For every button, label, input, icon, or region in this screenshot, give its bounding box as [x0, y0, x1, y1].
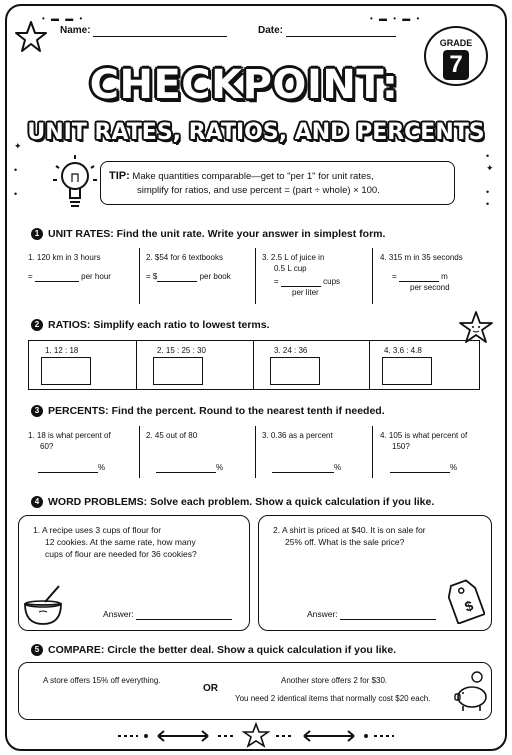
grade-label: GRADE [439, 38, 473, 48]
page-subtitle: UNIT RATES, RATIOS, AND PERCENTS [27, 120, 485, 145]
word-problem-1-answer-label: Answer: [103, 609, 134, 619]
percent-q1-unit: % [98, 463, 106, 472]
percent-q2 [146, 430, 254, 473]
divider [372, 248, 373, 304]
word-problem-2-answer-line[interactable] [340, 610, 436, 620]
unit-rate-q1-suffix: per hour [81, 272, 111, 281]
page-title: CHECKPOINT: [89, 62, 399, 108]
section-1-header [48, 228, 385, 240]
percent-q2-text: 2. 45 out of 80 [146, 431, 198, 440]
ratio-q1-text: 1. 12 : 18 [45, 346, 79, 355]
grade-badge [424, 26, 488, 86]
decor-right: • ✦ • • [486, 151, 494, 209]
percent-q2-unit: % [216, 463, 224, 472]
price-tag-icon [445, 574, 485, 624]
word-problem-2-num: 2. [273, 525, 281, 535]
section-2-title: RATIOS: [48, 319, 91, 331]
ratio-q3-answer-box[interactable] [270, 357, 320, 385]
percent-q4-text-2: 150? [392, 442, 410, 451]
word-problem-1-line-3: cups of flour are needed for 36 cookies? [45, 549, 197, 559]
ratio-q4-answer-box[interactable] [382, 357, 432, 385]
tip-label: TIP: [109, 170, 130, 182]
unit-rate-q4 [380, 252, 495, 293]
section-4-instruction: Solve each problem. Show a quick calculation if you like. [150, 496, 435, 508]
decor-dots-top-left: • ▬ ▬ • [42, 14, 85, 23]
lightbulb-icon [50, 152, 100, 214]
unit-rate-q2 [146, 252, 256, 282]
divider [139, 248, 140, 304]
date-label: Date: [258, 25, 284, 36]
unit-rate-q4-suffix: m [441, 272, 448, 281]
section-5-number: 5 [31, 644, 43, 656]
unit-rate-q3-suffix: cups [323, 277, 341, 286]
percent-q3-text: 3. 0.36 as a percent [262, 431, 333, 440]
percent-q4-text-1: 4. 105 is what percent of [380, 431, 468, 440]
section-2-number: 2 [31, 319, 43, 331]
unit-rate-q4-text: 4. 315 m in 35 seconds [380, 253, 463, 262]
section-2-instruction: Simplify each ratio to lowest terms. [93, 319, 270, 331]
compare-right-deal-2[interactable]: You need 2 identical items that normally cost $20 each. [235, 694, 431, 703]
name-line[interactable] [93, 27, 227, 37]
unit-rate-q4-prefix: = [392, 272, 397, 281]
ratio-q3-text: 3. 24 : 36 [274, 346, 308, 355]
name-field[interactable] [60, 25, 227, 37]
unit-rate-q2-text: 2. $54 for 6 textbooks [146, 253, 223, 262]
section-3-header [48, 405, 385, 417]
section-1-title: UNIT RATES: [48, 228, 114, 240]
divider [255, 248, 256, 304]
compare-left-deal[interactable]: A store offers 15% off everything. [43, 676, 161, 685]
ratio-q4-text: 4. 3.6 : 4.8 [384, 346, 422, 355]
word-problem-1 [18, 515, 250, 631]
unit-rate-q1-prefix: = [28, 272, 33, 281]
piggy-bank-icon [453, 669, 491, 713]
percent-q4-answer[interactable] [390, 464, 450, 473]
unit-rate-q4-suffix2: per second [410, 283, 450, 292]
ratio-q2-answer-box[interactable] [153, 357, 203, 385]
percent-q4 [380, 430, 495, 473]
section-5-title: COMPARE: [48, 644, 105, 656]
percent-q2-answer[interactable] [156, 464, 216, 473]
unit-rate-q3 [262, 252, 372, 298]
word-problem-2-line-1: A shirt is priced at $40. It is on sale for [282, 525, 426, 535]
decor-left: ✦ • • [14, 141, 22, 199]
ratio-cell-4 [369, 340, 480, 390]
date-field[interactable] [258, 25, 396, 37]
tip-box [100, 161, 455, 205]
star-icon [14, 20, 48, 54]
unit-rate-q4-answer[interactable] [399, 273, 439, 282]
unit-rate-q3-answer[interactable] [281, 278, 321, 287]
divider [139, 426, 140, 478]
divider [372, 426, 373, 478]
ratio-cell-1 [28, 340, 136, 390]
decor-dots-top-right: • ▬ • ▬ • [370, 14, 422, 23]
section-3-number: 3 [31, 405, 43, 417]
section-3-instruction: Find the percent. Round to the nearest tenth if needed. [111, 405, 385, 417]
percent-q3-answer[interactable] [272, 464, 334, 473]
unit-rate-q2-answer[interactable] [157, 273, 197, 282]
section-4-header [48, 496, 434, 508]
name-label: Name: [60, 25, 91, 36]
section-4-number: 4 [31, 496, 43, 508]
section-5-instruction: Circle the better deal. Show a quick calculation if you like. [107, 644, 397, 656]
unit-rate-q2-prefix: = $ [146, 272, 158, 281]
tip-text-2: simplify for ratios, and use percent = (part ÷ whole) × 100. [137, 185, 380, 196]
grade-number: 7 [443, 50, 469, 80]
section-4-title: WORD PROBLEMS: [48, 496, 148, 508]
unit-rate-q1 [28, 252, 138, 282]
percent-q1-text-1: 1. 18 is what percent of [28, 431, 111, 440]
date-line[interactable] [286, 27, 396, 37]
price-tag-symbol: $ [462, 597, 476, 615]
unit-rate-q3-suffix2: per liter [292, 288, 319, 297]
compare-right-deal-1[interactable]: Another store offers 2 for $30. [281, 676, 388, 685]
unit-rate-q1-text: 1. 120 km in 3 hours [28, 253, 101, 262]
divider [255, 426, 256, 478]
ratio-q2-text: 2. 15 : 25 : 30 [157, 346, 206, 355]
word-problem-1-answer-line[interactable] [136, 610, 232, 620]
percent-q3-unit: % [334, 463, 342, 472]
percent-q4-unit: % [450, 463, 458, 472]
compare-or: OR [203, 683, 218, 694]
word-problem-2-answer-label: Answer: [307, 609, 338, 619]
percent-q1-text-2: 60? [40, 442, 54, 451]
section-3-title: PERCENTS: [48, 405, 109, 417]
section-2-header [48, 319, 270, 331]
unit-rate-q3-prefix: = [274, 277, 279, 286]
unit-rate-q1-answer[interactable] [35, 273, 79, 282]
bottom-divider-decoration [118, 722, 394, 750]
word-problem-1-line-1: A recipe uses 3 cups of flour for [42, 525, 162, 535]
section-1-number: 1 [31, 228, 43, 240]
section-5-header [48, 644, 396, 656]
ratio-cell-2 [136, 340, 253, 390]
section-1-instruction: Find the unit rate. Write your answer in simplest form. [116, 228, 386, 240]
word-problem-1-answer [103, 608, 232, 620]
tip-text-1: Make quantities comparable—get to "per 1" for unit rates, [132, 171, 374, 182]
percent-q3 [262, 430, 370, 473]
ratio-q1-answer-box[interactable] [41, 357, 91, 385]
percent-q1 [28, 430, 136, 473]
compare-box [18, 662, 492, 720]
ratio-cell-3 [253, 340, 369, 390]
percent-q1-answer[interactable] [38, 464, 98, 473]
word-problem-1-num: 1. [33, 525, 41, 535]
mixing-bowl-icon [21, 584, 65, 628]
unit-rate-q2-suffix: per book [199, 272, 231, 281]
word-problem-2 [258, 515, 492, 631]
word-problem-2-line-2: 25% off. What is the sale price? [285, 537, 405, 547]
word-problem-1-line-2: 12 cookies. At the same rate, how many [45, 537, 196, 547]
unit-rate-q3-text-1: 3. 2.5 L of juice in [262, 253, 325, 262]
unit-rate-q3-text-2: 0.5 L cup [274, 264, 307, 273]
word-problem-2-answer [307, 608, 436, 620]
